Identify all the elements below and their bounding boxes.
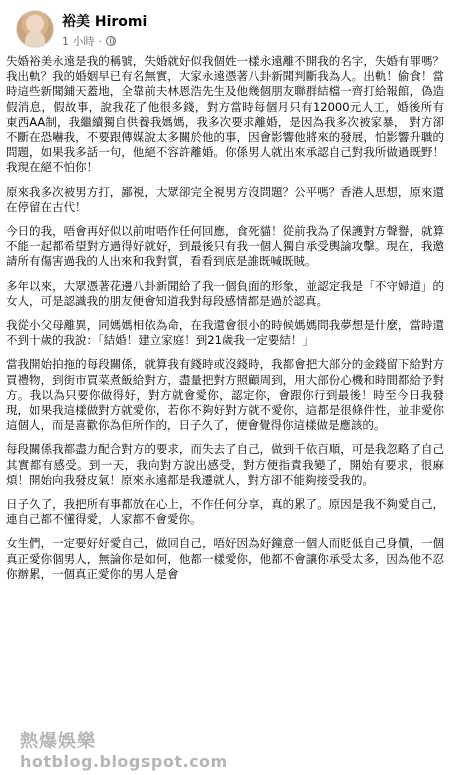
post-paragraph: 日子久了，我把所有事都放在心上，不作任何分享，真的累了。原因是我不夠愛自己，連自己都不懂得愛，人家都不會愛你。 [6,497,444,527]
post-body [6,54,444,591]
avatar-figure [25,31,45,48]
post-paragraph: 每段關係我都盡力配合對方的要求，而失去了自己，做到千依百順，可是我忽略了自己其實都有感受。到一天，我向對方說出感受，對方便指責我變了，開始有要求，很麻煩！開始向我發皮氣！原來永遠都是我遷就人，對方卻不能夠接受我的。 [6,442,444,487]
post-paragraph: 女生們，一定要好好愛自己，做回自己，唔好因為好鐘意一個人而貶低自己身價，一個真正愛你個男人，無論你是如何，他都一樣愛你，他都不會讓你承受太多，因為他不忍你辦累，一個真正愛你的男人是會 [6,536,444,581]
watermark [20,732,228,772]
post-time[interactable]: 1 小時 [62,35,95,48]
author-name[interactable]: 裕美 Hiromi [62,14,148,30]
post-paragraph: 多年以來，大眾憑著花邊八卦新聞給了我一個負面的形象，並認定我是「不守婦道」的女人，可是認識我的朋友便會知道我對每段感情都是過於認真。 [6,278,444,308]
separator-dot: · [98,34,102,48]
post-paragraph: 我從小父母離異，同媽媽相依為命，在我還會很小的時候媽媽問我夢想是什麼，當時還不到十歲的我說：「結婚！建立家庭！到21歲我一定要結！」 [6,318,444,348]
post-paragraph: 當我開始拍拖的每段關係，就算我有錢時或沒錢時，我都會把大部分的金錢留下給對方買禮物，到街市買菜煮飯給對方，盡量把對方照顧周到，用大部份心機和時間都給予對方。我以為只要你做得好，對方就會愛你，認定你，會跟你行到最後！時至今日我發現，如果我這樣做對方就愛你，若你不夠好對方就不愛你，這都是很條件性，並非愛你這個人，而是喜歡你為佢所作的，日子久了，便會覺得你這樣做是應該的。 [6,357,444,433]
post-meta [62,33,116,49]
post-paragraph: 原來我多次被男方打，鄙視，大眾卻完全視男方沒問題？公平嗎？香港人思想，原來還在停留在古代！ [6,184,444,214]
globe-icon[interactable] [106,36,116,46]
post-paragraph: 失婚裕美永遠是我的稱號，失婚就好似我個姓一樣永遠離不開我的名字，失婚有罪嗎？我出軌？我的婚姻早已有名無實，大家永遠憑著八卦新聞判斷我為人。出軌！偷食！當時這些新聞鋪天蓋地，全靠前夫林恩浩先生及他幾個朋友聯群結檔一齊打給報館，偽造假消息，假故事，說我花了他很多錢，對方當時每個月只有12000元人工，婚後所有東西AA制，我繼續獨自供養我媽媽，我多次要求離婚，是因為我多次被家暴， 對方卻不斷在恐嚇我，不要跟傳媒說太多關於他的事，因會影響他將來的發展，怕影響升職的問題，如果我多話一句，他絕不容許離婚。你係男人就出來承認自己對我所做過既野！我現在絕不怕你！ [6,54,444,175]
avatar[interactable] [16,10,54,48]
watermark-url: hotblog.blogspot.com [20,752,228,771]
post-header [6,0,448,56]
watermark-title: 熱爆娛樂 [20,731,96,752]
post-paragraph: 今日的我，唔會再好似以前咁唔作任何回應，食死貓！從前我為了保護對方聲譽，就算不能一起都希望對方過得好就好，到最後只有我一個人獨自承受輿論攻擊。現在，我邀請所有傷害過我的人出來和我對質，看看到底是誰既喊既賊。 [6,224,444,269]
